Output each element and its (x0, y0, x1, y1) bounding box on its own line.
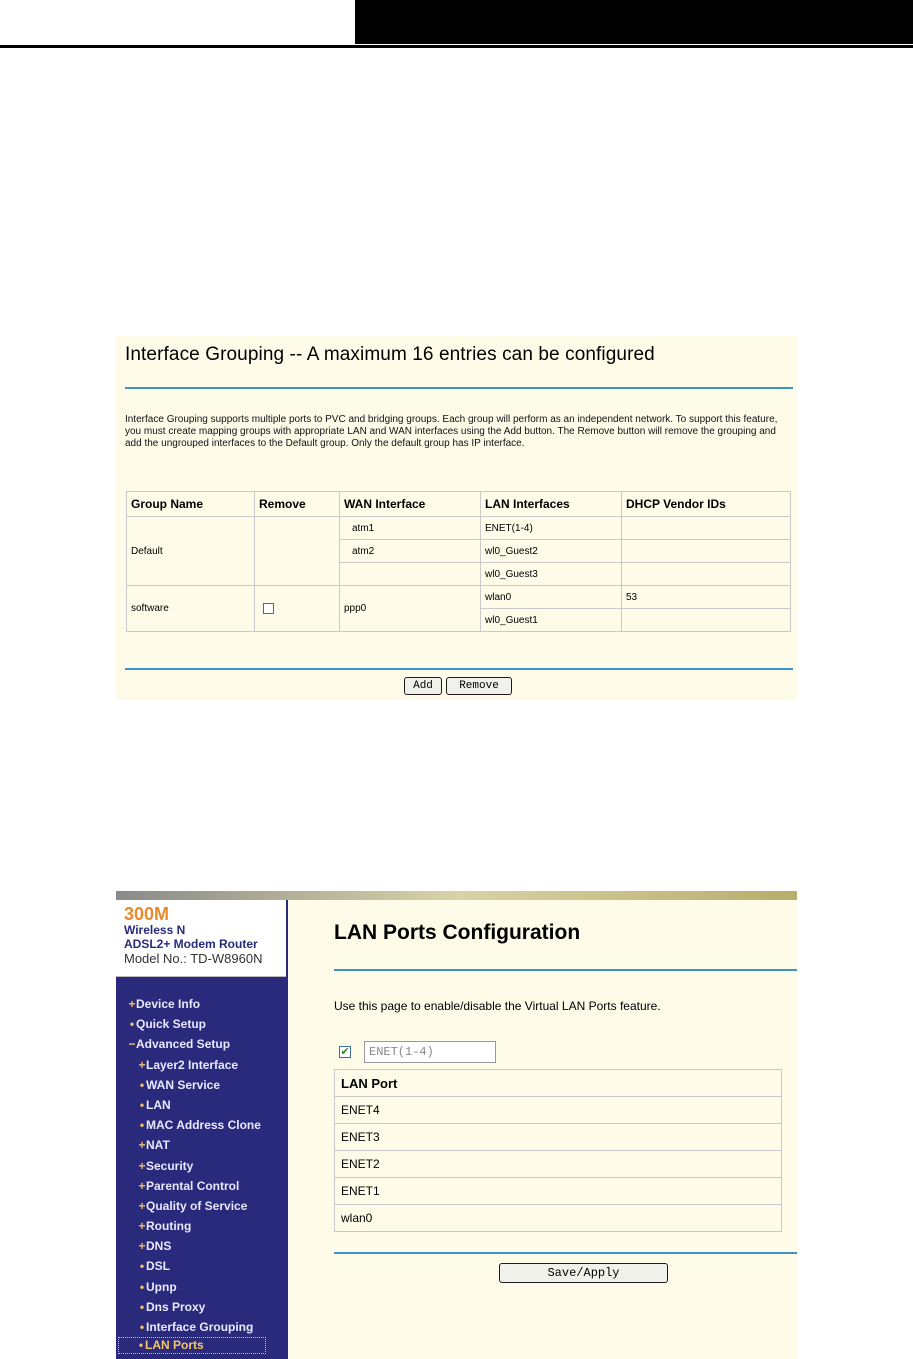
save-apply-button[interactable]: Save/Apply (499, 1263, 668, 1283)
sidebar-item-parental-control[interactable] (116, 1176, 288, 1196)
brand-speed: 300M (124, 904, 170, 924)
menu-marker-icon: + (138, 1239, 146, 1254)
page-title: Interface Grouping -- A maximum 16 entries can be configured (125, 344, 655, 365)
sidebar-item-upnp[interactable] (116, 1277, 288, 1297)
table-row (335, 1178, 782, 1205)
brand-product: ADSL2+ Modem Router (124, 937, 258, 951)
sidebar-item-lan-ports[interactable] (118, 1337, 266, 1354)
lan-interface-cell: wl0_Guest2 (481, 540, 622, 563)
column-header: DHCP Vendor IDs (622, 492, 791, 517)
sidebar-item-dns-proxy[interactable] (116, 1297, 288, 1317)
menu-marker-icon: + (138, 1057, 146, 1072)
title-divider (125, 387, 793, 389)
wan-interface-cell: ppp0 (340, 586, 481, 632)
interface-group-table (126, 491, 791, 632)
sidebar-item-label: Layer2 Interface (146, 1057, 239, 1072)
sidebar-item-security[interactable] (116, 1156, 288, 1176)
lan-interface-cell: wl0_Guest3 (481, 563, 622, 586)
column-header: LAN Interfaces (481, 492, 622, 517)
lan-port-cell: ENET4 (335, 1097, 782, 1124)
sidebar-item-lan[interactable] (116, 1095, 288, 1115)
check-mark-icon: ✔ (340, 1046, 350, 1058)
menu-marker-icon: • (139, 1259, 145, 1274)
table-row (335, 1151, 782, 1178)
lan-port-cell: wlan0 (335, 1205, 782, 1232)
table-row (127, 517, 791, 540)
page-description: Use this page to enable/disable the Virtual LAN Ports feature. (334, 999, 661, 1013)
lan-interface-cell: ENET(1-4) (481, 517, 622, 540)
add-button[interactable]: Add (404, 677, 442, 695)
menu-marker-icon: • (139, 1118, 145, 1133)
top-gradient-bar (116, 891, 797, 900)
lan-ports-screenshot (116, 891, 797, 1359)
table-row (335, 1124, 782, 1151)
table-row (335, 1097, 782, 1124)
lan-port-cell: ENET3 (335, 1124, 782, 1151)
dhcp-vendor-cell: 53 (622, 586, 791, 609)
lan-port-cell: ENET2 (335, 1151, 782, 1178)
sidebar-item-layer2-interface[interactable] (116, 1055, 288, 1075)
sidebar-item-device-info[interactable] (116, 994, 288, 1014)
menu-marker-icon: + (138, 1219, 146, 1234)
sidebar-item-quick-setup[interactable] (116, 1014, 288, 1034)
menu-marker-icon: + (138, 1178, 146, 1193)
sidebar-item-label: MAC Address Clone (146, 1118, 261, 1133)
page-description: Interface Grouping supports multiple ports to PVC and bridging groups. Each group will perform as an independent network. To support this feature, you must create mapping groups with appropriate LAN and WAN interfaces using the Add button. The Remove button will remove the grouping and add the ungrouped interfaces to the Default group. Only the default group has IP interface. (125, 414, 778, 449)
sidebar-item-wan-service[interactable] (116, 1075, 288, 1095)
wan-interface-cell: atm2 (340, 540, 481, 563)
footer-divider (334, 1252, 797, 1254)
table-header-row (335, 1070, 782, 1097)
sidebar-item-label: NAT (146, 1138, 170, 1153)
sidebar-item-dns[interactable] (116, 1236, 288, 1256)
sidebar-item-label: Quick Setup (136, 1017, 207, 1032)
sidebar-item-label: DSL (146, 1259, 170, 1274)
table-header-row (127, 492, 791, 517)
page-header-rule (0, 45, 913, 48)
lan-port-table (334, 1069, 782, 1232)
menu-marker-icon: • (139, 1077, 145, 1092)
brand-model: Model No.: TD-W8960N (124, 951, 263, 966)
column-header: LAN Port (335, 1070, 782, 1097)
sidebar-item-dsl[interactable] (116, 1256, 288, 1276)
menu-marker-icon: • (129, 1017, 135, 1032)
sidebar-item-label: Interface Grouping (146, 1320, 254, 1334)
lan-interface-cell: wl0_Guest1 (481, 609, 622, 632)
sidebar-item-label: Security (146, 1158, 194, 1173)
menu-marker-icon: • (138, 1338, 144, 1353)
page-title: LAN Ports Configuration (334, 921, 581, 944)
group-name-cell: Default (127, 517, 255, 586)
dhcp-vendor-cell (622, 540, 791, 563)
sidebar-item-label: LAN Ports (145, 1338, 204, 1353)
dhcp-vendor-cell (622, 563, 791, 586)
menu-marker-icon: • (139, 1097, 145, 1112)
sidebar-item-nat[interactable] (116, 1135, 288, 1155)
sidebar-item-routing[interactable] (116, 1216, 288, 1236)
sidebar-item-label: Device Info (136, 997, 201, 1011)
group-name-cell: software (127, 586, 255, 632)
sidebar-item-mac-address-clone[interactable] (116, 1115, 288, 1135)
table-row (335, 1205, 782, 1232)
menu-marker-icon: • (139, 1279, 145, 1294)
sidebar-item-label: Parental Control (146, 1178, 240, 1193)
lan-interface-cell: wlan0 (481, 586, 622, 609)
sidebar-item-label: Dns Proxy (146, 1299, 206, 1314)
menu-marker-icon: • (139, 1299, 145, 1314)
dhcp-vendor-cell (622, 609, 791, 632)
sidebar-item-quality-of-service[interactable] (116, 1196, 288, 1216)
enet-field[interactable]: ENET(1-4) (364, 1041, 496, 1063)
menu-marker-icon: • (139, 1320, 145, 1334)
sidebar-item-label: Advanced Setup (136, 1037, 231, 1052)
wan-interface-cell: atm1 (340, 517, 481, 540)
menu-marker-icon: + (138, 1198, 146, 1213)
table-row (127, 586, 791, 609)
brand-logo (116, 900, 286, 977)
column-header: Group Name (127, 492, 255, 517)
sidebar-item-interface-grouping[interactable] (116, 1317, 288, 1337)
sidebar-item-label: Quality of Service (146, 1198, 248, 1213)
dhcp-vendor-cell (622, 517, 791, 540)
menu-marker-icon: + (138, 1138, 146, 1153)
sidebar (116, 900, 288, 1359)
column-header: Remove (255, 492, 340, 517)
remove-checkbox[interactable] (263, 603, 274, 614)
remove-cell (255, 517, 340, 586)
footer-divider (125, 668, 793, 670)
brand-wireless: Wireless N (124, 923, 186, 937)
interface-grouping-screenshot (116, 336, 797, 700)
sidebar-item-label: DNS (146, 1239, 172, 1254)
menu-marker-icon: + (128, 997, 136, 1011)
remove-button[interactable]: Remove (446, 677, 512, 695)
menu-marker-icon: + (138, 1158, 146, 1173)
wan-interface-cell (340, 563, 481, 586)
column-header: WAN Interface (340, 492, 481, 517)
sidebar-item-label: WAN Service (146, 1077, 221, 1092)
menu-marker-icon: − (128, 1037, 136, 1052)
remove-cell (255, 586, 340, 632)
sidebar-item-label: LAN (146, 1097, 171, 1112)
sidebar-item-advanced-setup[interactable] (116, 1034, 288, 1054)
lan-port-cell: ENET1 (335, 1178, 782, 1205)
title-divider (334, 969, 797, 971)
page-header-box (355, 0, 913, 44)
sidebar-item-label: Upnp (146, 1279, 177, 1294)
sidebar-item-label: Routing (146, 1219, 192, 1234)
sidebar-menu (116, 994, 288, 1354)
enable-checkbox[interactable] (339, 1046, 351, 1058)
